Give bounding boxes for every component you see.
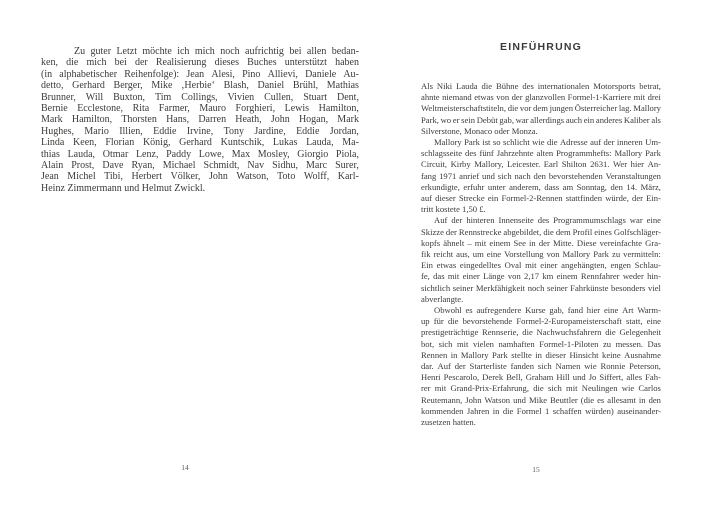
- page-right: [400, 0, 720, 509]
- text-line: Mallory Park ist so schlicht wie die Adresse auf der inneren Um-: [434, 137, 661, 148]
- text-line: (in alphabetischer Reihenfolge): Jean Alesi, Pino Allievi, Daniele Au-: [41, 68, 359, 80]
- text-line: detto, Gerhard Berger, Mike ‚Herbie‘ Blash, Daniel Brühl, Mathias: [41, 80, 359, 92]
- text-line: thias Lauda, Otmar Lenz, Paddy Lowe, Max Mosley, Giorgio Piola,: [41, 148, 359, 160]
- chapter-heading: EINFÜHRUNG: [500, 41, 582, 53]
- text-line: bot, sich mit vielen namhaften Formel-1-Piloten zu messen. Das: [421, 338, 661, 349]
- text-line: auf dieser Strecke ein Formel-2-Rennen stattfinden würde, der Ein-: [421, 193, 661, 204]
- text-line: Als Niki Lauda die Bühne des internationalen Motorsports betrat,: [421, 81, 661, 91]
- text-line: Zu guter Letzt möchte ich mich noch aufrichtig bei allen bedan-: [74, 46, 359, 57]
- text-line: Weltmeisterschaftstiteln, die vor dem jungen Österreicher lag. Mallory: [421, 103, 661, 114]
- text-line: Circuit, Kirby Mallory, Leicester. Earl Shilton 2631. Wer hier An-: [421, 159, 661, 170]
- text-line: Heinz Zimmermann und Helmut Zwickl.: [41, 182, 206, 194]
- text-line: fe, das mit einer Länge von 2,17 km einem Rennfahrer weder hin-: [421, 271, 661, 282]
- text-line: Brunner, Will Buxton, Tim Collings, Vivien Cullen, Stuart Dent,: [41, 91, 359, 103]
- text-line: Auf der hinteren Innenseite des Programmumschlags war eine: [434, 215, 661, 226]
- text-line: up für die bevorstehende Formel-2-Europameisterschaft statt, eine: [421, 316, 661, 327]
- text-line: Obwohl es aufregendere Kurse gab, fand hier eine Art Warm-: [434, 305, 661, 316]
- text-line: fang 1971 anrief und sich nach den bevorstehenden Veranstaltungen: [421, 170, 661, 181]
- acknowledgments-text: [41, 46, 359, 194]
- text-line: schlagsseite des fünf Jahrzehnte alten Programmhefts: Mallory Park: [421, 148, 661, 159]
- text-line: Skizze der Rennstrecke abgebildet, die dem Profil eines Golfschläger-: [421, 226, 661, 237]
- text-line: kopfs ähnelt – mit einem See in der Mitte. Diese vereinfachte Gra-: [421, 237, 661, 248]
- text-line: Reutemann, John Watson und Mike Beuttler (die es allesamt in den: [421, 394, 661, 405]
- text-line: Linda Keen, Florian König, Gerhard Kuntschik, Lukas Lauda, Ma-: [41, 137, 359, 149]
- text-line: kommenden Jahren in die Formel 1 schaffen würden) auseinander-: [421, 405, 661, 416]
- text-line: Mark Hamilton, Thorsten Hans, Darren Heath, John Hogan, Mark: [41, 114, 359, 126]
- text-line: erkundigte, erfuhr unter anderem, dass am Sonntag, den 14. März,: [421, 181, 661, 192]
- text-line: Silverstone, Monaco oder Monza.: [421, 125, 538, 136]
- text-line: Ein etwas eingedelltes Oval mit einer angehängten, engen Schlau-: [421, 260, 661, 271]
- introduction-text: [421, 81, 661, 428]
- text-line: Park, wo er sein Debüt gab, war allerdings auch ein anderes Kaliber als: [421, 114, 661, 125]
- page-number-left: 14: [181, 463, 189, 472]
- text-line: ahnte niemand etwas von der glanzvollen Formel-1-Karriere mit drei: [421, 92, 661, 103]
- text-line: abverlangte.: [421, 293, 464, 304]
- text-line: sichtlich seiner Merkfähigkeit noch seiner Fahrkünste besonders viel: [421, 282, 661, 293]
- text-line: dar. Auf der Starterliste fanden sich Namen wie Ronnie Peterson,: [421, 361, 661, 372]
- text-line: zusetzen hatten.: [421, 417, 476, 428]
- text-line: prestigeträchtige Rennserie, die Nachwuchsfahrern die Gelegenheit: [421, 327, 661, 338]
- text-line: Henri Pescarolo, Derek Bell, Graham Hill und Jo Siffert, alles Fah-: [421, 372, 661, 383]
- text-line: fik reicht aus, um eine Vorstellung von Mallory Park zu vermitteln:: [421, 249, 661, 260]
- text-line: tritt kostete 1,50 £.: [421, 204, 486, 215]
- text-line: Bernie Ecclestone, Rita Farmer, Mauro Forghieri, Lewis Hamilton,: [41, 103, 359, 115]
- text-line: Jean Michel Tibi, Herbert Völker, John Watson, Toto Wolff, Karl-: [41, 171, 359, 183]
- text-line: rer mit Grand-Prix-Erfahrung, die sich mit Neulingen wie Carlos: [421, 383, 661, 394]
- page-number-right: 15: [532, 465, 540, 474]
- text-line: Hughes, Mario Illien, Eddie Irvine, Tony Jardine, Eddie Jordan,: [41, 125, 359, 137]
- text-line: ken, die mich bei der Realisierung dieses Buches unterstützt haben: [41, 57, 359, 69]
- text-line: Rennen in Mallory Park stellte in dieser Hinsicht keine Ausnahme: [421, 349, 661, 360]
- text-line: Alain Prost, Dave Ryan, Michael Schmidt, Nav Sidhu, Marc Surer,: [41, 160, 359, 172]
